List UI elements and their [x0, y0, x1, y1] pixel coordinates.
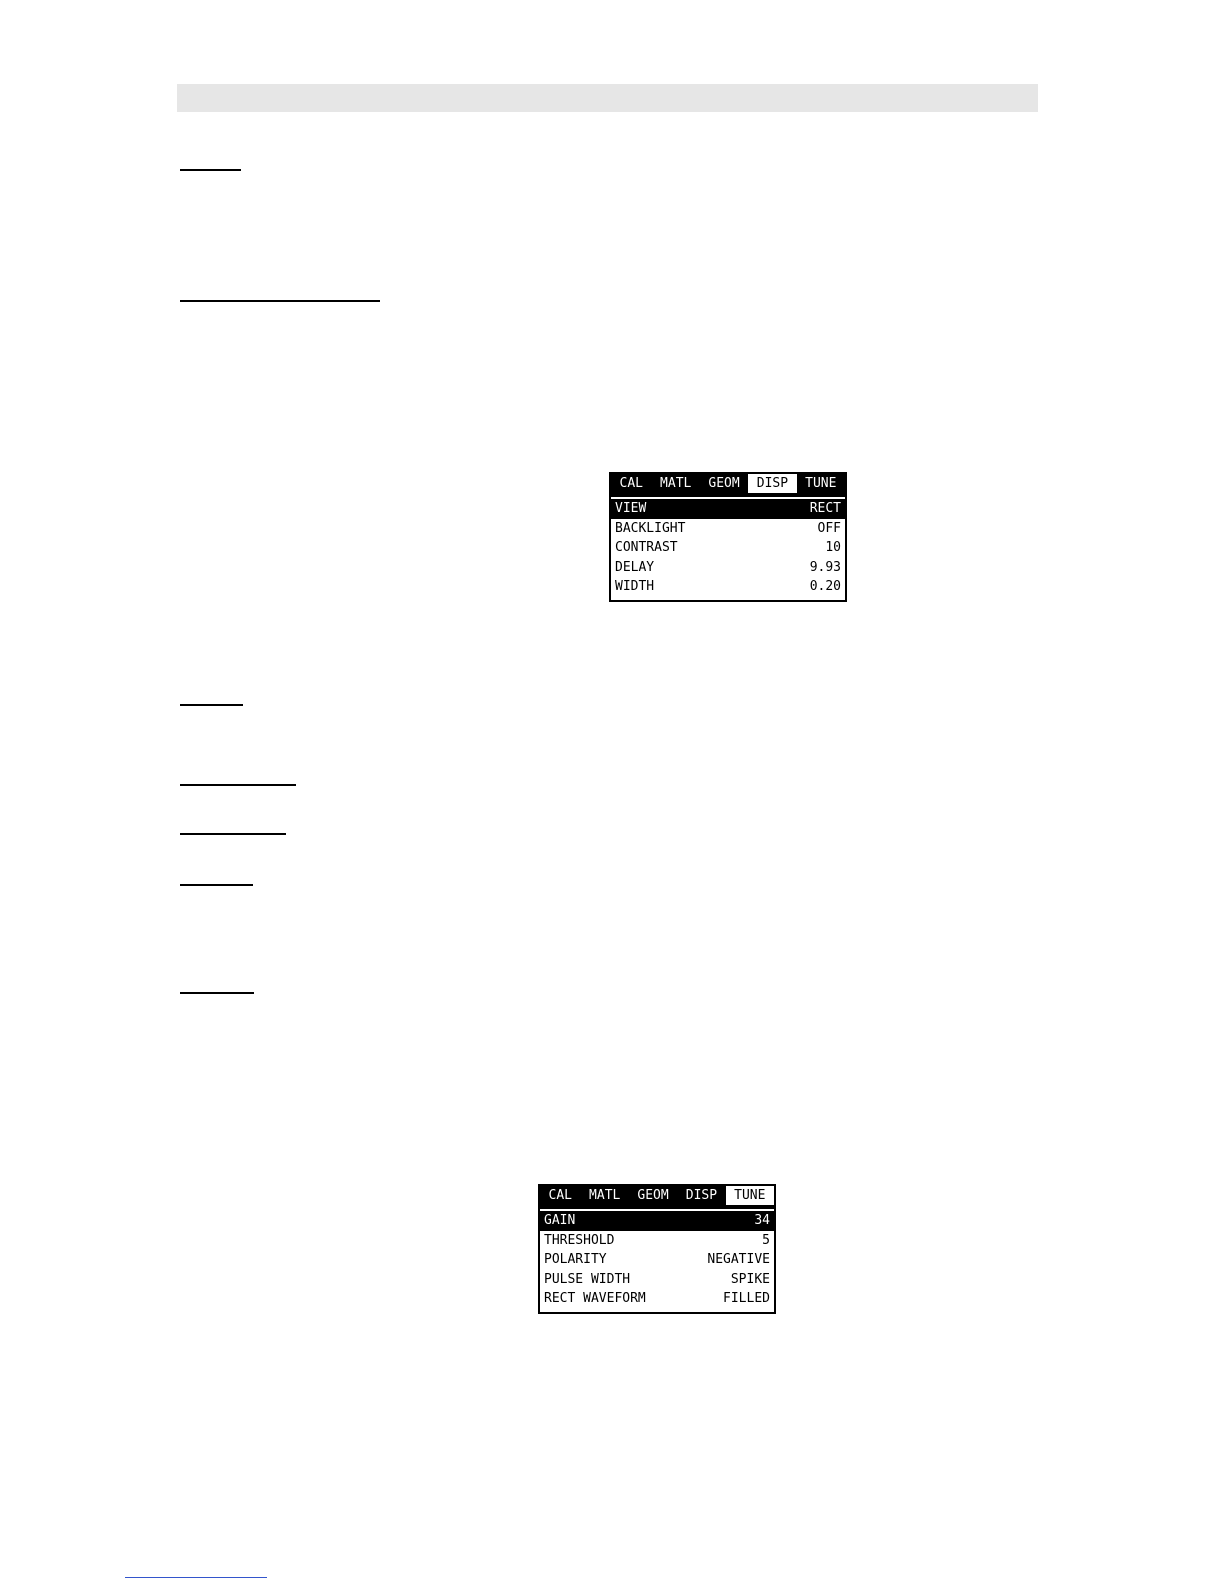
menu-row-value: SPIKE — [730, 1271, 770, 1287]
tab-geom[interactable]: GEOM — [708, 476, 740, 491]
menu-row-value: OFF — [817, 520, 841, 536]
section-header-bar — [177, 84, 1038, 112]
menu-row-value: NEGATIVE — [707, 1252, 770, 1267]
heading-underline-3 — [180, 704, 243, 706]
menu-row-label: PULSE WIDTH — [544, 1271, 631, 1287]
menu-row-label: CONTRAST — [615, 540, 678, 555]
tab-disp[interactable]: DISP — [685, 1188, 718, 1203]
menu-row-threshold[interactable] — [540, 1231, 774, 1251]
heading-underline-7 — [180, 992, 254, 994]
menu-row-backlight[interactable] — [611, 519, 845, 539]
menu-row-label: BACKLIGHT — [615, 520, 686, 536]
heading-underline-1 — [180, 169, 241, 171]
menu-row-polarity[interactable] — [540, 1250, 774, 1270]
menu-row-label: RECT WAVEFORM — [544, 1291, 646, 1306]
menu-row-label: DELAY — [615, 559, 655, 575]
menu-row-value: 9.93 — [809, 559, 841, 575]
footnote-separator — [125, 1577, 267, 1578]
menu-row-value: FILLED — [723, 1291, 770, 1306]
lcd-screen-disp — [609, 472, 847, 602]
menu-row-label: POLARITY — [544, 1252, 607, 1267]
tab-matl[interactable]: MATL — [660, 476, 692, 491]
menu-row-label: THRESHOLD — [544, 1232, 615, 1248]
heading-underline-4 — [180, 784, 296, 786]
menu-row-label: GAIN — [544, 1213, 576, 1228]
menu-row-contrast[interactable] — [611, 538, 845, 558]
heading-underline-5 — [180, 833, 286, 835]
menu-row-value: 34 — [754, 1213, 770, 1228]
tab-cal[interactable]: CAL — [548, 1188, 572, 1203]
tab-matl[interactable]: MATL — [589, 1188, 621, 1203]
menu-row-rect-waveform[interactable] — [540, 1289, 774, 1309]
tab-disp[interactable]: DISP — [748, 474, 796, 493]
menu-row-width[interactable] — [611, 577, 845, 597]
menu-row-view[interactable] — [611, 499, 845, 519]
menu-row-label: WIDTH — [615, 579, 655, 594]
lcd-tab-bar — [611, 474, 845, 497]
lcd-tab-bar — [540, 1186, 774, 1209]
heading-underline-2 — [180, 300, 380, 302]
menu-row-value: 10 — [825, 540, 841, 555]
menu-row-gain[interactable] — [540, 1211, 774, 1231]
tab-tune[interactable]: TUNE — [726, 1186, 774, 1205]
tab-tune[interactable]: TUNE — [805, 476, 837, 491]
menu-row-pulse-width[interactable] — [540, 1270, 774, 1290]
menu-row-label: VIEW — [615, 501, 647, 516]
menu-row-value: 0.20 — [809, 579, 841, 594]
menu-row-value: 5 — [762, 1232, 770, 1248]
tab-cal[interactable]: CAL — [619, 476, 643, 491]
heading-underline-6 — [180, 884, 253, 886]
lcd-screen-tune — [538, 1184, 776, 1314]
menu-row-value: RECT — [809, 501, 841, 516]
tab-geom[interactable]: GEOM — [637, 1188, 669, 1203]
menu-row-delay[interactable] — [611, 558, 845, 578]
